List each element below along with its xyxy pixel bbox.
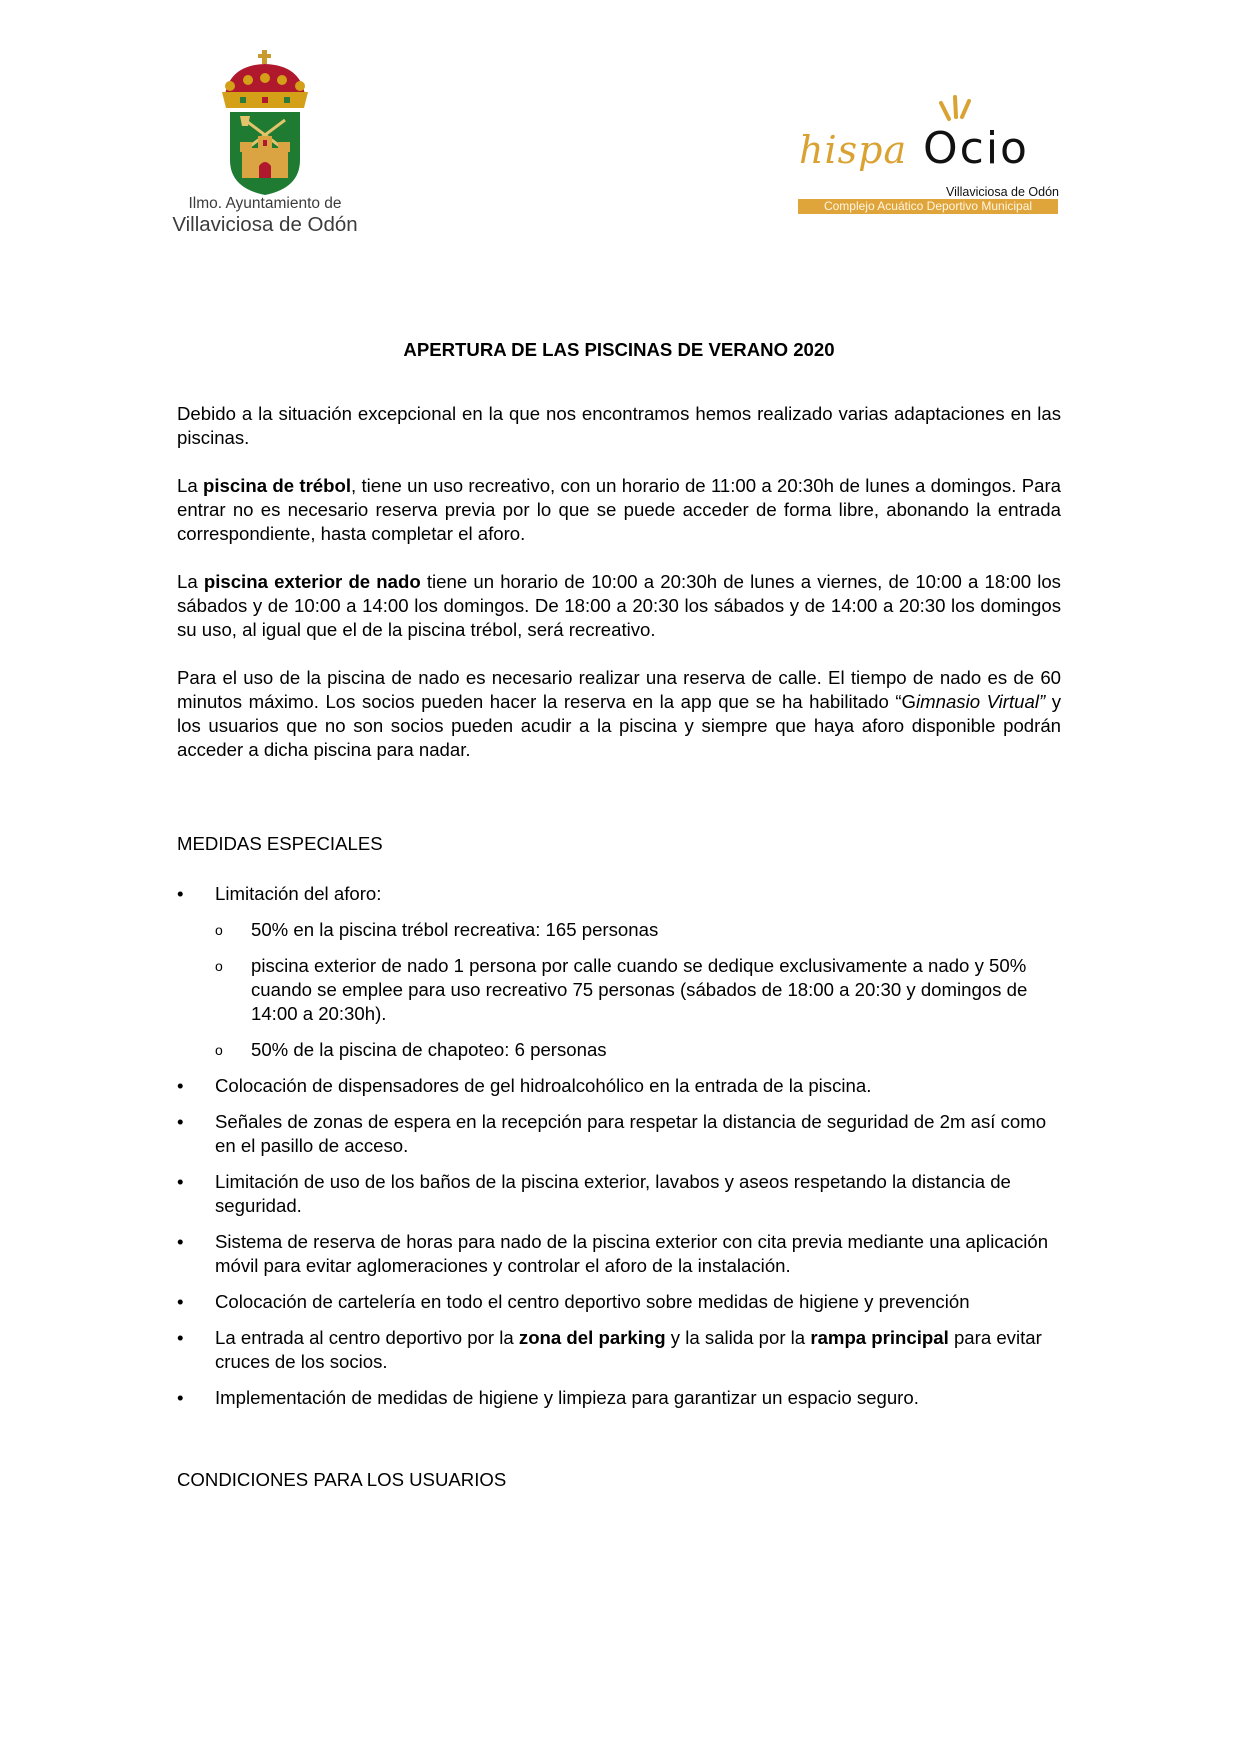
- trebol-paragraph: [177, 474, 1061, 546]
- brand-hispa: hispa: [799, 128, 908, 172]
- logo-caption-line1: Ilmo. Ayuntamiento de: [188, 195, 342, 212]
- italic-text: imnasio Virtual”: [915, 691, 1046, 712]
- list-item: [177, 1386, 1061, 1410]
- text-run: Para el uso de la piscina de nado es necesario realizar una reserva de calle. El tiempo de nado es de 60 minutos máximo. Los socios pueden hacer la reserva en la app que se ha habilitado “G: [177, 667, 1061, 712]
- reserva-paragraph: [177, 666, 1061, 762]
- sublist-item-text: 50% de la piscina de chapoteo: 6 personas: [251, 1039, 607, 1060]
- sun-rays-icon: [935, 95, 975, 125]
- text-run: , tiene un uso recreativo, con un horario de 11:00 a 20:30h de lunes a domingos. Para entrar no es necesario reserva previa por lo que se puede acceder de forma libre, abonando la entrada correspondiente, hasta completar el aforo.: [177, 475, 1061, 544]
- document-body: [177, 338, 1061, 1492]
- list-item: [177, 1110, 1061, 1158]
- list-item: [177, 1170, 1061, 1218]
- bold-text: piscina exterior de nado: [203, 571, 421, 592]
- bold-text: zona del parking: [518, 1327, 666, 1348]
- coat-of-arms-icon: [200, 50, 330, 195]
- document-title: APERTURA DE LAS PISCINAS DE VERANO 2020: [403, 339, 835, 360]
- bullet-icon: •: [177, 1075, 184, 1096]
- bullet-icon: •: [177, 1387, 184, 1408]
- hispaocio-logo: [795, 95, 1065, 215]
- logo-caption-line2: Villaviciosa de Odón: [172, 213, 358, 236]
- list-item: [177, 1074, 1061, 1098]
- sublist-item-text: 50% en la piscina trébol recreativa: 165 personas: [251, 919, 659, 940]
- bullet-icon: •: [177, 1111, 184, 1132]
- list-item-text: Limitación del aforo:: [215, 883, 382, 904]
- list-item: [177, 882, 1061, 1062]
- list-item: [177, 1326, 1061, 1374]
- text-run: La: [177, 475, 203, 496]
- bullet-icon: •: [177, 883, 184, 904]
- text-run: La: [177, 571, 204, 592]
- list-item-text: Señales de zonas de espera en la recepción para respetar la distancia de seguridad de 2m así como en el pasillo de acceso.: [215, 1111, 1047, 1156]
- list-item: [177, 1230, 1061, 1278]
- circle-bullet-icon: o: [215, 1042, 223, 1058]
- text-run: y la salida por la: [665, 1327, 811, 1348]
- list-item-text: Colocación de cartelería en todo el centro deportivo sobre medidas de higiene y prevención: [215, 1291, 970, 1312]
- measures-list: [177, 882, 1061, 1410]
- sublist-item: [215, 1038, 1061, 1062]
- sublist-item: [215, 954, 1061, 1026]
- list-item-text: Implementación de medidas de higiene y limpieza para garantizar un espacio seguro.: [215, 1387, 919, 1408]
- intro-paragraph: Debido a la situación excepcional en la que nos encontramos hemos realizado varias adaptaciones en las piscinas.: [177, 403, 1061, 448]
- bullet-icon: •: [177, 1171, 184, 1192]
- list-item-text: Colocación de dispensadores de gel hidroalcohólico en la entrada de la piscina.: [215, 1075, 872, 1096]
- brand-band: Complejo Acuático Deportivo Municipal: [798, 199, 1058, 214]
- section-heading-condiciones: CONDICIONES PARA LOS USUARIOS: [177, 1469, 507, 1490]
- circle-bullet-icon: o: [215, 958, 223, 974]
- text-run: para evitar cruces de los socios.: [215, 1327, 1042, 1372]
- section-heading-medidas: MEDIDAS ESPECIALES: [177, 833, 383, 854]
- bullet-icon: •: [177, 1231, 184, 1252]
- list-item-text: Limitación de uso de los baños de la piscina exterior, lavabos y aseos respetando la distancia de seguridad.: [215, 1171, 1011, 1216]
- circle-bullet-icon: o: [215, 922, 223, 938]
- exterior-paragraph: [177, 570, 1061, 642]
- sublist-item-text: piscina exterior de nado 1 persona por calle cuando se dedique exclusivamente a nado y 50% cuando se emplee para uso recreativo 75 personas (sábados de 18:00 a 20:30 y domingos de 14:00 a 20:30h).: [251, 955, 1028, 1024]
- aforo-sublist: [215, 918, 1061, 1062]
- sublist-item: [215, 918, 1061, 942]
- text-run: La entrada al centro deportivo por la: [215, 1327, 519, 1348]
- bold-text: piscina de trébol: [203, 475, 352, 496]
- list-item: [177, 1290, 1061, 1314]
- text-run: tiene un horario de 10:00 a 20:30h de lunes a viernes, de 10:00 a 18:00 los sábados y de 10:00 a 14:00 los domingos. De 18:00 a 20:30 los sábados y de 14:00 a 20:30 los domingos su uso, al igual que el de la piscina trébol, será recreativo.: [177, 571, 1061, 640]
- bold-text: rampa principal: [810, 1327, 949, 1348]
- list-item-text: Sistema de reserva de horas para nado de la piscina exterior con cita previa mediante una aplicación móvil para evitar aglomeraciones y controlar el aforo de la instalación.: [215, 1231, 1049, 1276]
- bullet-icon: •: [177, 1291, 184, 1312]
- text-run: y los usuarios que no son socios pueden acudir a la piscina y siempre que haya aforo disponible podrán acceder a dicha piscina para nadar.: [177, 691, 1061, 760]
- ayuntamiento-logo: [165, 50, 365, 240]
- brand-ocio: Ocio: [923, 123, 1029, 174]
- brand-subtitle: Villaviciosa de Odón: [945, 185, 1059, 199]
- bullet-icon: •: [177, 1327, 184, 1348]
